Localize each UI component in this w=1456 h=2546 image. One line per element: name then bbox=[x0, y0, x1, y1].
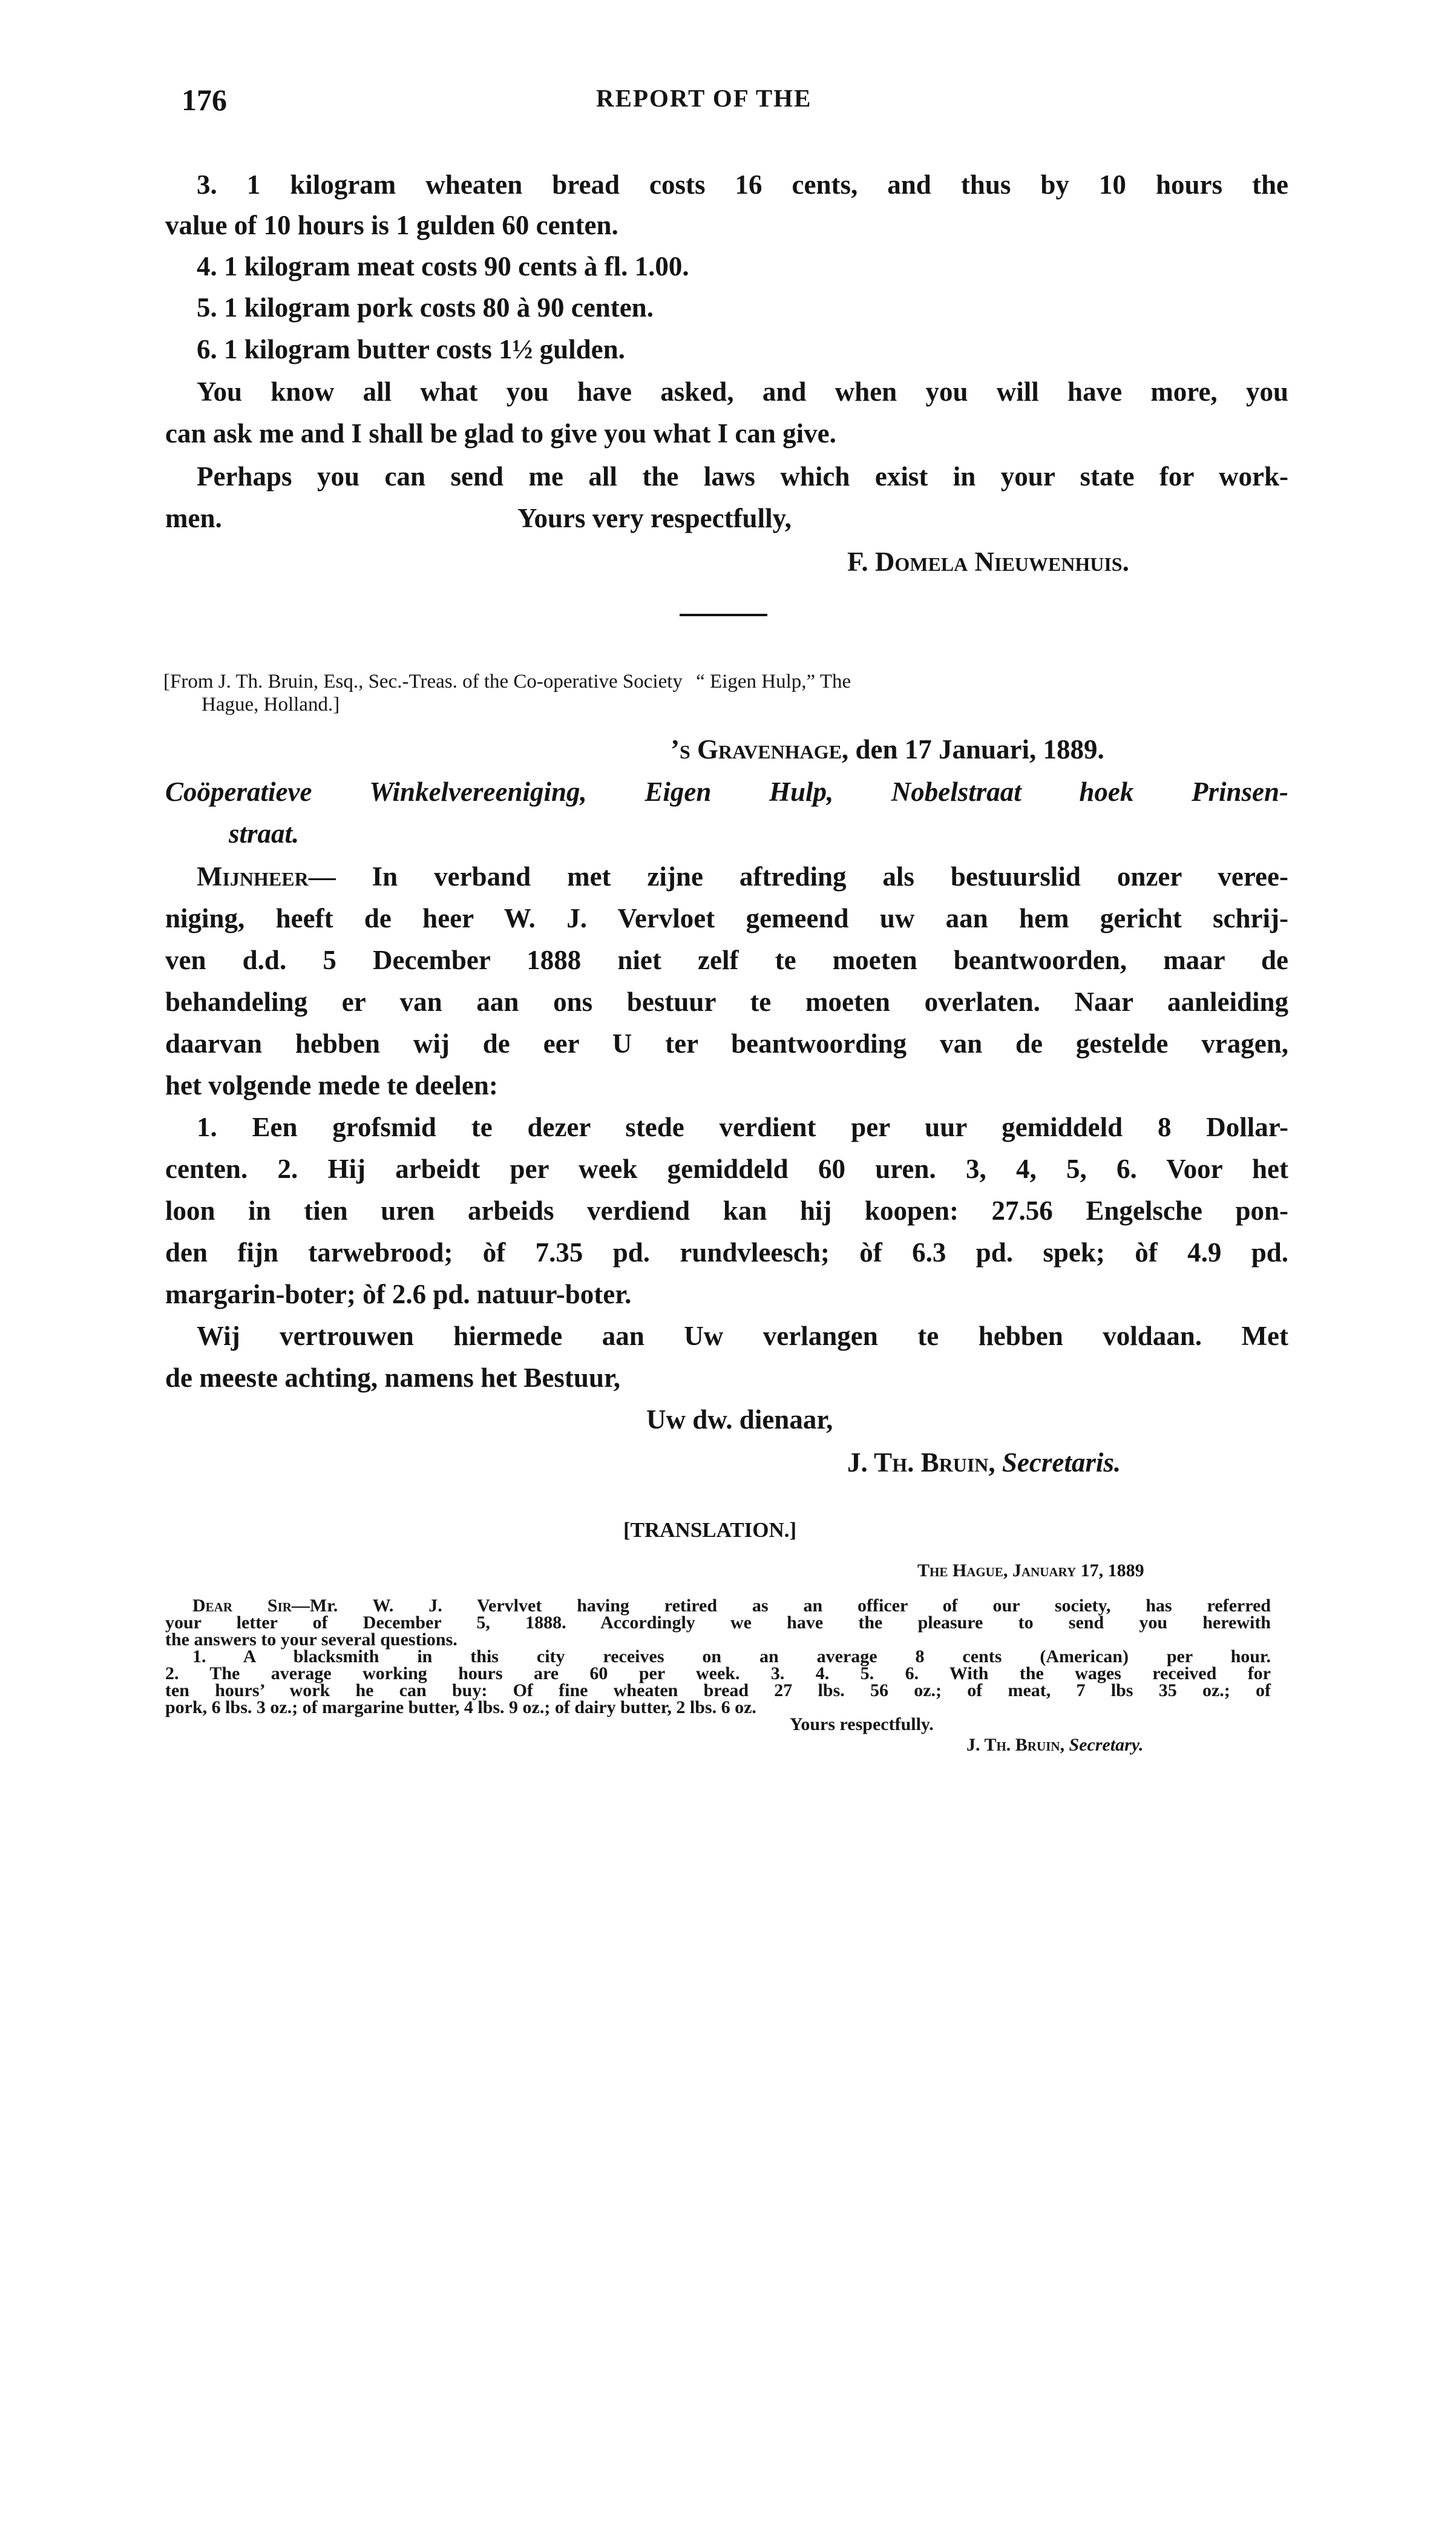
translation-dateline-text: The Hague, January 17, 1889 bbox=[917, 1561, 1144, 1581]
letter1-line: 5. 1 kilogram pork costs 80 à 90 centen. bbox=[197, 292, 654, 323]
letter1-line: 6. 1 kilogram butter costs 1½ gulden. bbox=[197, 334, 625, 364]
society-name-quote: “ Eigen Hulp,” The bbox=[696, 671, 851, 692]
dutch-line: behandeling er van aan ons bestuur te moeten overlaten. Naar aanleiding bbox=[165, 987, 1288, 1017]
letter1-line: Perhaps you can send me all the laws which exist in your state for work- bbox=[197, 461, 1288, 492]
dutch-line: daarvan hebben wij de eer U ter beantwoording van de gestelde vragen, bbox=[165, 1028, 1288, 1059]
dutch-closing: Uw dw. dienaar, bbox=[646, 1404, 833, 1435]
letter1-line: You know all what you have asked, and when you will have more, you bbox=[197, 377, 1288, 407]
letter1-signature: F. Domela Nieuwenhuis. bbox=[847, 547, 1129, 577]
letter1-line: 4. 1 kilogram meat costs 90 cents à fl. 1.00. bbox=[197, 251, 689, 281]
translation-line: pork, 6 lbs. 3 oz.; of margarine butter, 4 lbs. 9 oz.; of dairy butter, 2 lbs. 6 oz. bbox=[165, 1697, 756, 1717]
translation-signature-name: J. Th. Bruin, bbox=[966, 1735, 1064, 1755]
letter1-men: men. bbox=[165, 503, 222, 533]
dutch-line: loon in tien uren arbeids verdiend kan hij koopen: 27.56 Engelsche pon- bbox=[165, 1196, 1288, 1226]
dutch-line bbox=[197, 863, 1288, 890]
translation-line: your letter of December 5, 1888. Accordingly we have the pleasure to send you herewith bbox=[165, 1613, 1271, 1633]
society-address-cont: straat. bbox=[229, 818, 300, 849]
dutch-line: 1. Een grofsmid te dezer stede verdient per uur gemiddeld 8 Dollar- bbox=[197, 1112, 1288, 1142]
translation-line: 2. The average working hours are 60 per week. 3. 4. 5. 6. With the wages received for bbox=[165, 1663, 1271, 1683]
letter1-line: value of 10 hours is 1 gulden 60 centen. bbox=[165, 210, 618, 240]
salutation: Mijnheer bbox=[197, 861, 309, 892]
dutch-line: het volgende mede te deelen: bbox=[165, 1070, 498, 1100]
source-note-line1 bbox=[163, 672, 851, 692]
dutch-dateline bbox=[671, 736, 1104, 763]
signature-name: J. Th. Bruin, bbox=[847, 1447, 995, 1478]
translation-line: the answers to your several questions. bbox=[165, 1630, 457, 1650]
dutch-line: de meeste achting, namens het Bestuur, bbox=[165, 1363, 621, 1393]
signature-title: Secretaris. bbox=[1002, 1447, 1121, 1478]
dutch-line: den fijn tarwebrood; òf 7.35 pd. rundvleesch; òf 6.3 pd. spek; òf 4.9 pd. bbox=[165, 1237, 1288, 1268]
dutch-line: centen. 2. Hij arbeidt per week gemiddeld 60 uren. 3, 4, 5, 6. Voor het bbox=[165, 1154, 1288, 1184]
translation-signature-title: Secretary. bbox=[1069, 1735, 1144, 1755]
translation-line-text: —Mr. W. J. Vervlvet having retired as an officer of our society, has referred bbox=[291, 1596, 1271, 1616]
dutch-line: niging, heeft de heer W. J. Vervloet gemeend uw aan hem gericht schrij- bbox=[165, 903, 1288, 933]
translation-heading: [TRANSLATION.] bbox=[623, 1518, 797, 1542]
society-address: Coöperatieve Winkelvereeniging, Eigen Hulp, Nobelstraat hoek Prinsen- bbox=[165, 777, 1288, 807]
translation-line: 1. A blacksmith in this city receives on an average 8 cents (American) per hour. bbox=[192, 1646, 1271, 1666]
dutch-signature bbox=[847, 1449, 1121, 1476]
source-note-line2: Hague, Holland.] bbox=[202, 694, 340, 715]
dutch-line: Wij vertrouwen hiermede aan Uw verlangen te hebben voldaan. Met bbox=[197, 1321, 1288, 1351]
letter1-closing: Yours very respectfully, bbox=[517, 503, 792, 533]
page-number: 176 bbox=[182, 83, 227, 117]
dear-sir: Dear Sir bbox=[192, 1596, 292, 1616]
source-note-text: [From J. Th. Bruin, Esq., Sec.-Treas. of the Co-operative Society bbox=[163, 671, 683, 692]
letter1-line: can ask me and I shall be glad to give you what I can give. bbox=[165, 418, 836, 449]
running-title: REPORT OF THE bbox=[596, 84, 812, 112]
translation-signature bbox=[966, 1736, 1144, 1754]
dutch-line: ven d.d. 5 December 1888 niet zelf te moeten beantwoorden, maar de bbox=[165, 945, 1288, 975]
dutch-line: margarin-boter; òf 2.6 pd. natuur-boter. bbox=[165, 1279, 632, 1309]
translation-closing: Yours respectfully. bbox=[790, 1714, 934, 1734]
dateline-date: den 17 Januari, 1889. bbox=[855, 734, 1104, 765]
section-divider bbox=[680, 614, 767, 616]
dutch-line-text: — In verband met zijne aftreding als bestuurslid onzer veree- bbox=[308, 861, 1288, 892]
letter1-line: 3. 1 kilogram wheaten bread costs 16 cents, and thus by 10 hours the bbox=[197, 169, 1288, 200]
dateline-place: ’s Gravenhage, bbox=[671, 734, 849, 765]
translation-line: ten hours’ work he can buy: Of fine wheaten bread 27 lbs. 56 oz.; of meat, 7 lbs 35 oz.; of bbox=[165, 1680, 1271, 1700]
translation-dateline bbox=[917, 1562, 1144, 1580]
